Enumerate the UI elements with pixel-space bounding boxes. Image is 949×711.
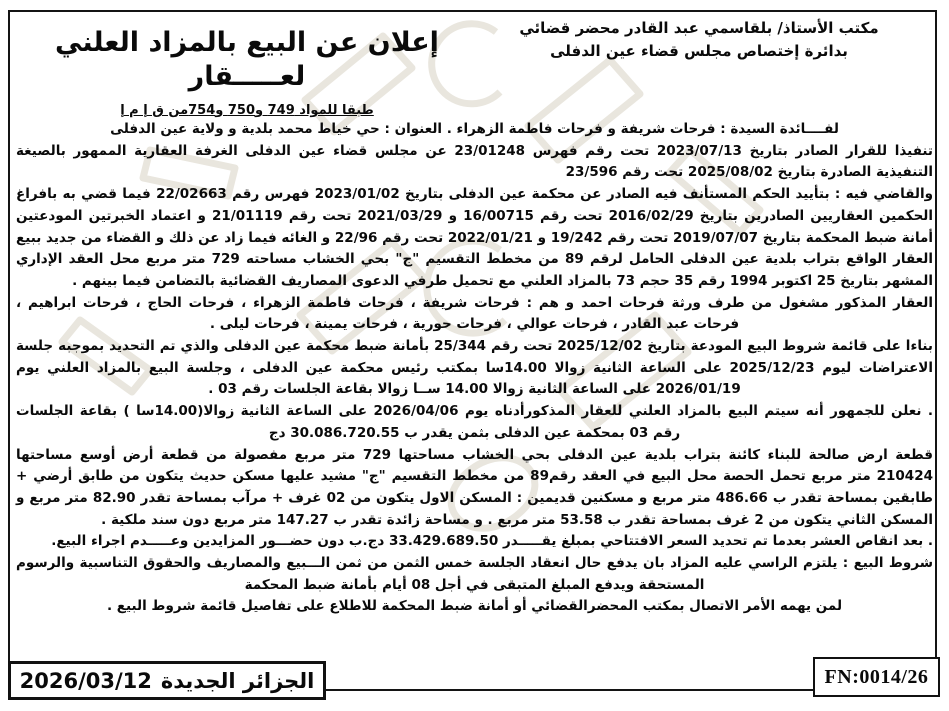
page-title: إعلان عن البيع بالمزاد العلني لعـــــقار [55, 27, 439, 92]
announcement-body [16, 119, 933, 618]
paragraph-occupants: العقار المذكور مشغول من طرف ورثة فرحات احمد و هم : فرحات شريفة ، فرحات فاطمة الزهراء ، فرحات الحاج ، فرحات ابراهيم ، فرحات عبد القادر ، فرحات عوالي ، فرحات حورية ، فرحات يمينة ، فرحات ليلى . [16, 294, 933, 333]
paragraph-judgment-details: والقاضي فيه : بتأييد الحكم المستأنف فيه الصادر عن محكمة عين الدفلى بتاريخ 2023/01/02 فهرس رقم 22/02663 فيما قضي به بافراغ الحكمين العقاريين الصادرين بتاريخ 2016/02/29 تحت رقم 16/00715 و 2021/03/29 تحت رقم 21/01119 و اعتماد الخبرتين المودعتين أمانة ضبط المحكمة بتاريخ 2019/07/07 تحت رقم 19/242 و 2022/01/21 تحت رقم 22/96 و الغائه فيما زاد عن ذلك و القضاء من جديد ببيع العقار الواقع بتراب بلدية عين الدفلى الحامل لرقم 89 من مخطط التقسيم "ج" بحي الخشاب مساحته 729 متر مربع محل العقد الإداري المشهر بتاريخ 25 اكتوبر 1994 رقم 35 حجم 73 بالمزاد العلني مع تحميل طرفي الدعوى المصاريف القضائية بالتضامن فيما بينهم . [16, 186, 934, 289]
title-block [34, 26, 460, 118]
office-jurisdiction-line: بدائرة إختصاص مجلس قضاء عين الدفلى [550, 42, 848, 60]
bailiff-office-header [468, 17, 930, 63]
paragraph-execution-ruling: تنفيذا للقرار الصادر بتاريخ 2023/07/13 تحت رقم فهرس 23/01248 عن مجلس قضاء عين الدفلى الغرفة العقارية الممهور بالصيغة التنفيذية الصادرة بتاريخ 2025/08/02 تحت رقم 23/596 [16, 142, 933, 181]
newspaper-date-box [8, 661, 326, 700]
paragraph-property-description: قطعة ارض صالحة للبناء كائنة بتراب بلدية عين الدفلى بحي الخشاب مساحتها 729 متر مربع مفصولة من قطعة أرض أوسع مساحتها 210424 متر مربع تحمل الحصة محل البيع في العقد رقم89 من مخطط التقسيم "ج" مشيد عليها مسكن حديث يتكون من طابق أرضي + طابقين بمساحة تقدر ب 486.66 متر مربع و مسكنين قديمين : المسكن الاول يتكون من 02 غرف + مرآب بمساحة تقدر 82.90 متر مربع و المسكن الثاني يتكون من 2 غرف بمساحة تقدر ب 53.58 متر مربع . و مساحة زائدة تقدر ب 147.27 متر مربع دون سند ملكية . [16, 446, 933, 528]
paragraph-auction-announcement: . نعلن للجمهور أنه سيتم البيع بالمزاد العلني للعقار المذكورأدناه يوم 2026/04/06 على الساعة الثانية زوالا(14.00سا ) بقاعة الجلسات رقم 03 بمحكمة عين الدفلى بثمن يقدر ب 30.086.720.55 دج [16, 403, 934, 441]
paragraph-payment-terms: شروط البيع : يلتزم الراسي عليه المزاد بان يدفع حال انعقاد الجلسة خمس الثمن من ثمن الـــبيع والمصاريف والحقوق التناسبية والرسوم المستحقة ويدفع المبلغ المتبقى في أجل 08 أيام بأمانة ضبط المحكمة [16, 555, 933, 593]
paragraph-beneficiary: لفــــائدة السيدة : فرحات شريفة و فرحات فاطمة الزهراء . العنوان : حي خياط محمد بلدية و ولاية عين الدفلى [110, 121, 839, 137]
paragraph-contact-info: لمن يهمه الأمر الاتصال بمكتب المحضرالقضائي أو أمانة ضبط المحكمة للاطلاع على تفاصيل قائمة شروط البيع . [106, 598, 843, 615]
newspaper-name: الجزائر الجديدة [160, 668, 315, 693]
reference-number-box [813, 657, 940, 697]
office-name-line: مكتب الأستاذ/ بلقاسمي عبد القادر محضر قضائي [519, 19, 879, 37]
reference-number: FN:0014/26 [824, 665, 929, 688]
title-legal-basis: طبقا للمواد 749 و750 و754من ق إ م إ [120, 103, 374, 118]
paragraph-opening-price: . بعد انقاص العشر بعدما تم تحديد السعر الافتتاحي بمبلغ يقـــــدر 33.429.689.50 دج.ب دون حضـــور المزايدين وعـــــدم اجراء البيع. [51, 533, 933, 550]
publication-date: 2026/03/12 [19, 668, 152, 693]
paragraph-sale-conditions-filing: بناءا على قائمة شروط البيع المودعة بتاريخ 2025/12/02 تحت رقم 25/344 بأمانة ضبط محكمة عين الدفلى والذي تم التحديد بموجبه جلسة الاعتراضات ليوم 2025/12/23 على الساعة الثانية زوالا 14.00سا بمكتب رئيس محكمة عين الدفلى ، وجلسة البيع بالمزاد العلني يوم 2026/01/19 على الساعة الثانية زوالا 14.00 ســا زوالا بقاعة الجلسات رقم 03 . [16, 338, 933, 398]
